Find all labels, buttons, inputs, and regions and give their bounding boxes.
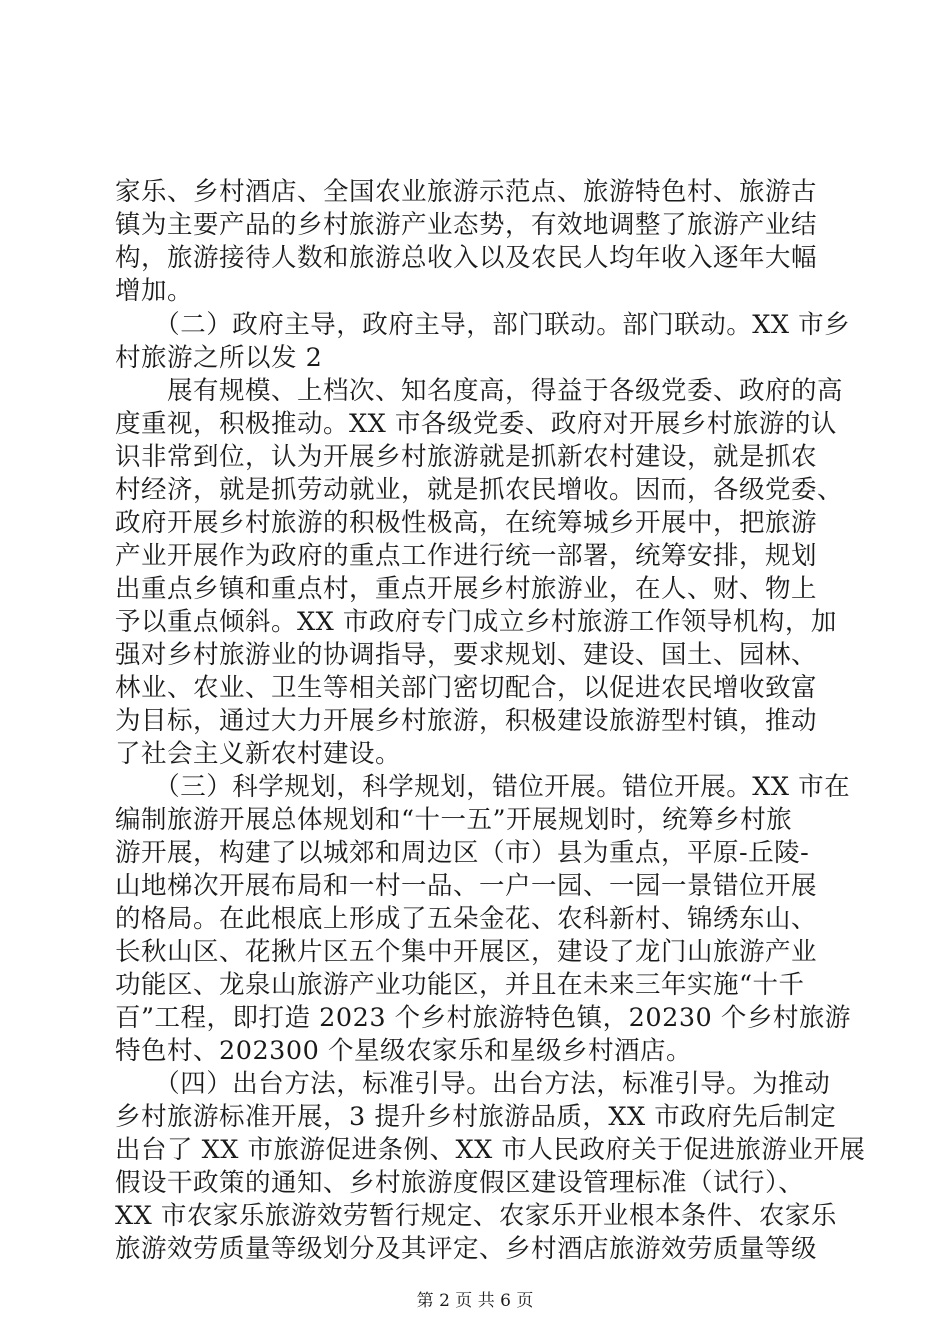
text-line: 政府开展乡村旅游的积极性极高，在统筹城乡开展中，把旅游 xyxy=(115,508,818,538)
text-line: 旅游效劳质量等级划分及其评定、乡村酒店旅游效劳质量等级 xyxy=(115,1234,818,1264)
text-line: 百”工程，即打造 2023 个乡村旅游特色镇，20230 个乡村旅游 xyxy=(115,1003,851,1033)
text-line: 假设干政策的通知、乡村旅游度假区建设管理标准（试行）、 xyxy=(115,1168,805,1198)
text-line: XX 市农家乐旅游效劳暂行规定、农家乐开业根本条件、农家乐 xyxy=(115,1201,837,1231)
text-line: 的格局。在此根底上形成了五朵金花、农科新村、锦绣东山、 xyxy=(115,904,818,934)
text-line: 村旅游之所以发 2 xyxy=(115,343,323,373)
page-number-footer: 第 2 页 共 6 页 xyxy=(416,1291,534,1311)
text-line: 乡村旅游标准开展，3 提升乡村旅游品质，XX 市政府先后制定 xyxy=(115,1102,837,1132)
text-line: 产业开展作为政府的重点工作进行统一部署，统筹安排，规划 xyxy=(115,541,818,571)
text-line: 功能区、龙泉山旅游产业功能区，并且在未来三年实施“十千 xyxy=(115,970,805,1000)
text-line: 了社会主义新农村建设。 xyxy=(115,739,402,769)
text-line: 长秋山区、花揪片区五个集中开展区，建设了龙门山旅游产业 xyxy=(115,937,818,967)
text-line: 强对乡村旅游业的协调指导，要求规划、建设、国土、园林、 xyxy=(115,640,818,670)
text-line: 展有规模、上档次、知名度高，得益于各级党委、政府的高 xyxy=(115,376,844,406)
text-line: 增加。 xyxy=(115,276,194,306)
text-line: 家乐、乡村酒店、全国农业旅游示范点、旅游特色村、旅游古 xyxy=(115,177,818,207)
text-line: 山地梯次开展布局和一村一品、一户一园、一园一景错位开展 xyxy=(115,871,818,901)
text-line: 予以重点倾斜。XX 市政府专门成立乡村旅游工作领导机构，加 xyxy=(115,607,837,637)
text-line: 度重视，积极推动。XX 市各级党委、政府对开展乡村旅游的认 xyxy=(115,409,837,439)
text-line: 村经济，就是抓劳动就业，就是抓农民增收。因而，各级党委、 xyxy=(115,475,844,505)
text-line: 为目标，通过大力开展乡村旅游，积极建设旅游型村镇，推动 xyxy=(115,706,818,736)
text-line: 出重点乡镇和重点村，重点开展乡村旅游业，在人、财、物上 xyxy=(115,574,818,604)
text-line: 镇为主要产品的乡村旅游产业态势，有效地调整了旅游产业结 xyxy=(115,210,818,240)
text-line: 构，旅游接待人数和旅游总收入以及农民人均年收入逐年大幅 xyxy=(115,243,818,273)
text-line: （二）政府主导，政府主导，部门联动。部门联动。XX 市乡 xyxy=(115,310,851,340)
text-line: （三）科学规划，科学规划，错位开展。错位开展。XX 市在 xyxy=(115,772,851,802)
text-line: 特色村、202300 个星级农家乐和星级乡村酒店。 xyxy=(115,1036,692,1066)
text-line: 林业、农业、卫生等相关部门密切配合，以促进农民增收致富 xyxy=(115,673,818,703)
text-line: 游开展，构建了以城郊和周边区（市）县为重点，平原-丘陵- xyxy=(115,838,810,868)
text-line: 出台了 XX 市旅游促进条例、XX 市人民政府关于促进旅游业开展 xyxy=(115,1135,866,1165)
text-line: （四）出台方法，标准引导。出台方法，标准引导。为推动 xyxy=(115,1069,831,1099)
text-line: 识非常到位，认为开展乡村旅游就是抓新农村建设，就是抓农 xyxy=(115,442,818,472)
text-line: 编制旅游开展总体规划和“十一五”开展规划时，统筹乡村旅 xyxy=(115,805,793,835)
